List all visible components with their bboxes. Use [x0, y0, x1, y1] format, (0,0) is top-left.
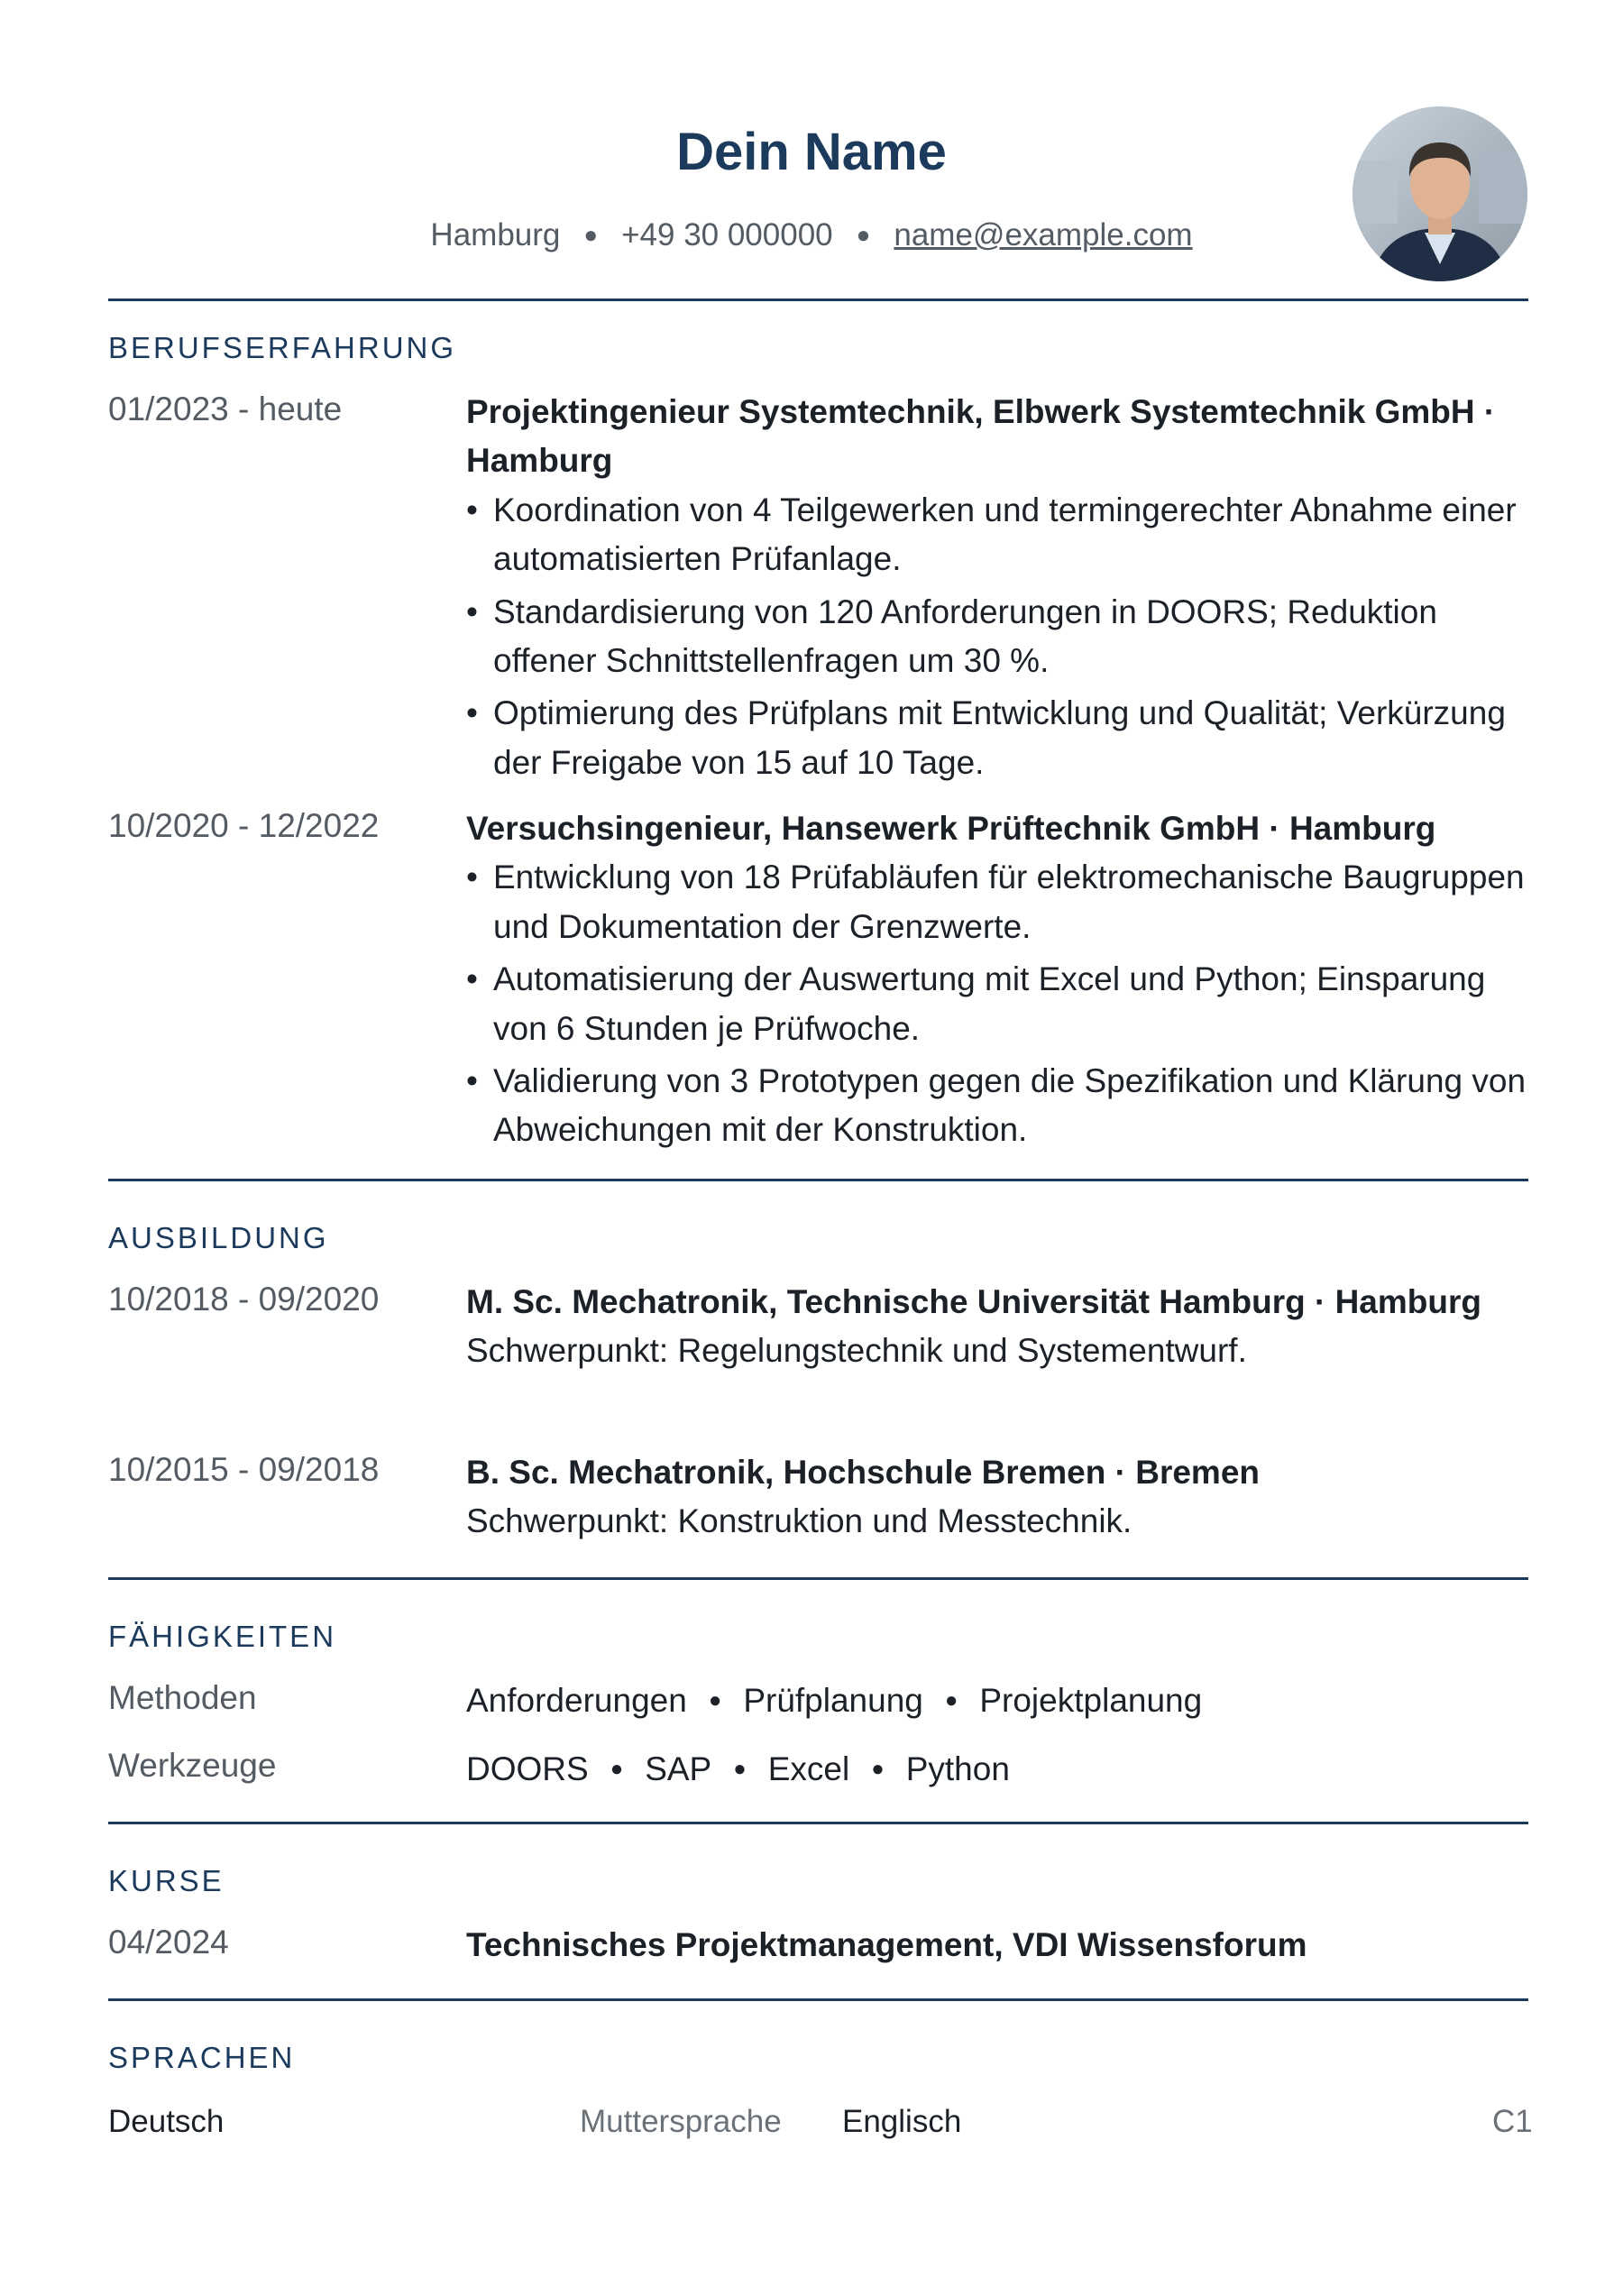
bullet-text: Standardisierung von 120 Anforderungen in DOORS; Reduktion offener Schnittstellenfragen um 30 %. [493, 592, 1437, 679]
list-item [466, 588, 1530, 686]
job-bullets [466, 853, 1530, 1154]
skill-items [466, 1750, 1010, 1789]
list-item [466, 1057, 1530, 1155]
separator-dot-icon: ● [856, 221, 871, 248]
bullet-icon: • [466, 1061, 478, 1099]
separator-dot-icon: ● [871, 1757, 885, 1781]
education-date: 10/2018 - 09/2020 [108, 1281, 380, 1318]
skill-item: Prüfplanung [743, 1682, 923, 1719]
section-title-experience: BERUFSERFAHRUNG [108, 331, 457, 364]
portrait-photo-icon [1352, 106, 1527, 281]
language-name: Deutsch [108, 2104, 225, 2139]
job-bullets [466, 486, 1530, 787]
bullet-icon: • [466, 960, 478, 998]
section-title-skills: FÄHIGKEITEN [108, 1620, 337, 1653]
separator-dot-icon: ● [708, 1688, 722, 1713]
bullet-text: Validierung von 3 Prototypen gegen die Spezifikation und Klärung von Abweichungen mit der Konstruktion. [493, 1061, 1527, 1149]
contact-city: Hamburg [430, 217, 561, 253]
section-title-education: AUSBILDUNG [108, 1221, 329, 1254]
bullet-icon: • [466, 592, 478, 630]
skill-label: Methoden [108, 1679, 257, 1716]
skill-item: DOORS [466, 1750, 589, 1787]
education-focus: Schwerpunkt: Konstruktion und Messtechnik. [466, 1502, 1132, 1540]
education-entry [466, 1448, 1530, 1547]
job-title: Projektingenieur Systemtechnik, Elbwerk Systemtechnik GmbH · Hamburg [466, 393, 1496, 480]
section-divider [108, 1998, 1528, 2001]
separator-dot-icon: ● [733, 1757, 747, 1781]
bullet-icon: • [466, 859, 478, 896]
list-item [466, 853, 1530, 951]
education-entry [466, 1278, 1530, 1376]
job-entry [466, 804, 1530, 1159]
bullet-icon: • [466, 694, 478, 732]
list-item [466, 689, 1530, 787]
skill-items [466, 1681, 1202, 1721]
skill-label: Werkzeuge [108, 1747, 277, 1784]
skill-item: SAP [645, 1750, 712, 1787]
job-date: 10/2020 - 12/2022 [108, 807, 380, 844]
section-divider [108, 298, 1528, 301]
job-title: Versuchsingenieur, Hansewerk Prüftechnik GmbH · Hamburg [466, 810, 1436, 847]
contact-email-link[interactable]: name@example.com [894, 217, 1193, 253]
bullet-text: Automatisierung der Auswertung mit Excel und Python; Einsparung von 6 Stunden je Prüfwoche. [493, 960, 1486, 1047]
skill-item: Projektplanung [979, 1682, 1203, 1719]
section-title-languages: SPRACHEN [108, 2041, 296, 2074]
language-level: C1 [1492, 2104, 1533, 2139]
job-date: 01/2023 - heute [108, 390, 343, 427]
course-entry [466, 1921, 1530, 1970]
course-title: Technisches Projektmanagement, VDI Wissensforum [466, 1926, 1307, 1963]
separator-dot-icon: ● [944, 1688, 958, 1713]
section-divider [108, 1577, 1528, 1580]
separator-dot-icon: ● [583, 221, 599, 248]
contact-phone: +49 30 000000 [621, 217, 833, 253]
section-title-courses: KURSE [108, 1864, 225, 1897]
language-level: Muttersprache [580, 2104, 782, 2139]
resume-name: Dein Name [676, 123, 947, 181]
section-divider [108, 1179, 1528, 1181]
bullet-icon: • [466, 491, 478, 528]
bullet-text: Koordination von 4 Teilgewerken und termingerechter Abnahme einer automatisierten Prüfanlage. [493, 491, 1517, 578]
profile-photo [1352, 106, 1527, 281]
bullet-text: Entwicklung von 18 Prüfabläufen für elektromechanische Baugruppen und Dokumentation der Grenzwerte. [493, 859, 1525, 945]
education-title: M. Sc. Mechatronik, Technische Universität Hamburg · Hamburg [466, 1283, 1481, 1320]
language-name: Englisch [842, 2104, 962, 2139]
skill-item: Excel [767, 1750, 850, 1787]
section-divider [108, 1822, 1528, 1824]
education-focus: Schwerpunkt: Regelungstechnik und Systementwurf. [466, 1332, 1247, 1370]
education-title: B. Sc. Mechatronik, Hochschule Bremen · Bremen [466, 1454, 1261, 1491]
list-item [466, 955, 1530, 1053]
education-date: 10/2015 - 09/2018 [108, 1451, 380, 1488]
list-item [466, 486, 1530, 584]
course-date: 04/2024 [108, 1924, 229, 1961]
skill-item: Python [905, 1750, 1010, 1787]
skill-item: Anforderungen [466, 1682, 687, 1719]
separator-dot-icon: ● [610, 1757, 624, 1781]
bullet-text: Optimierung des Prüfplans mit Entwicklung und Qualität; Verkürzung der Freigabe von 15 auf 10 Tage. [493, 694, 1506, 781]
job-entry [466, 388, 1530, 791]
